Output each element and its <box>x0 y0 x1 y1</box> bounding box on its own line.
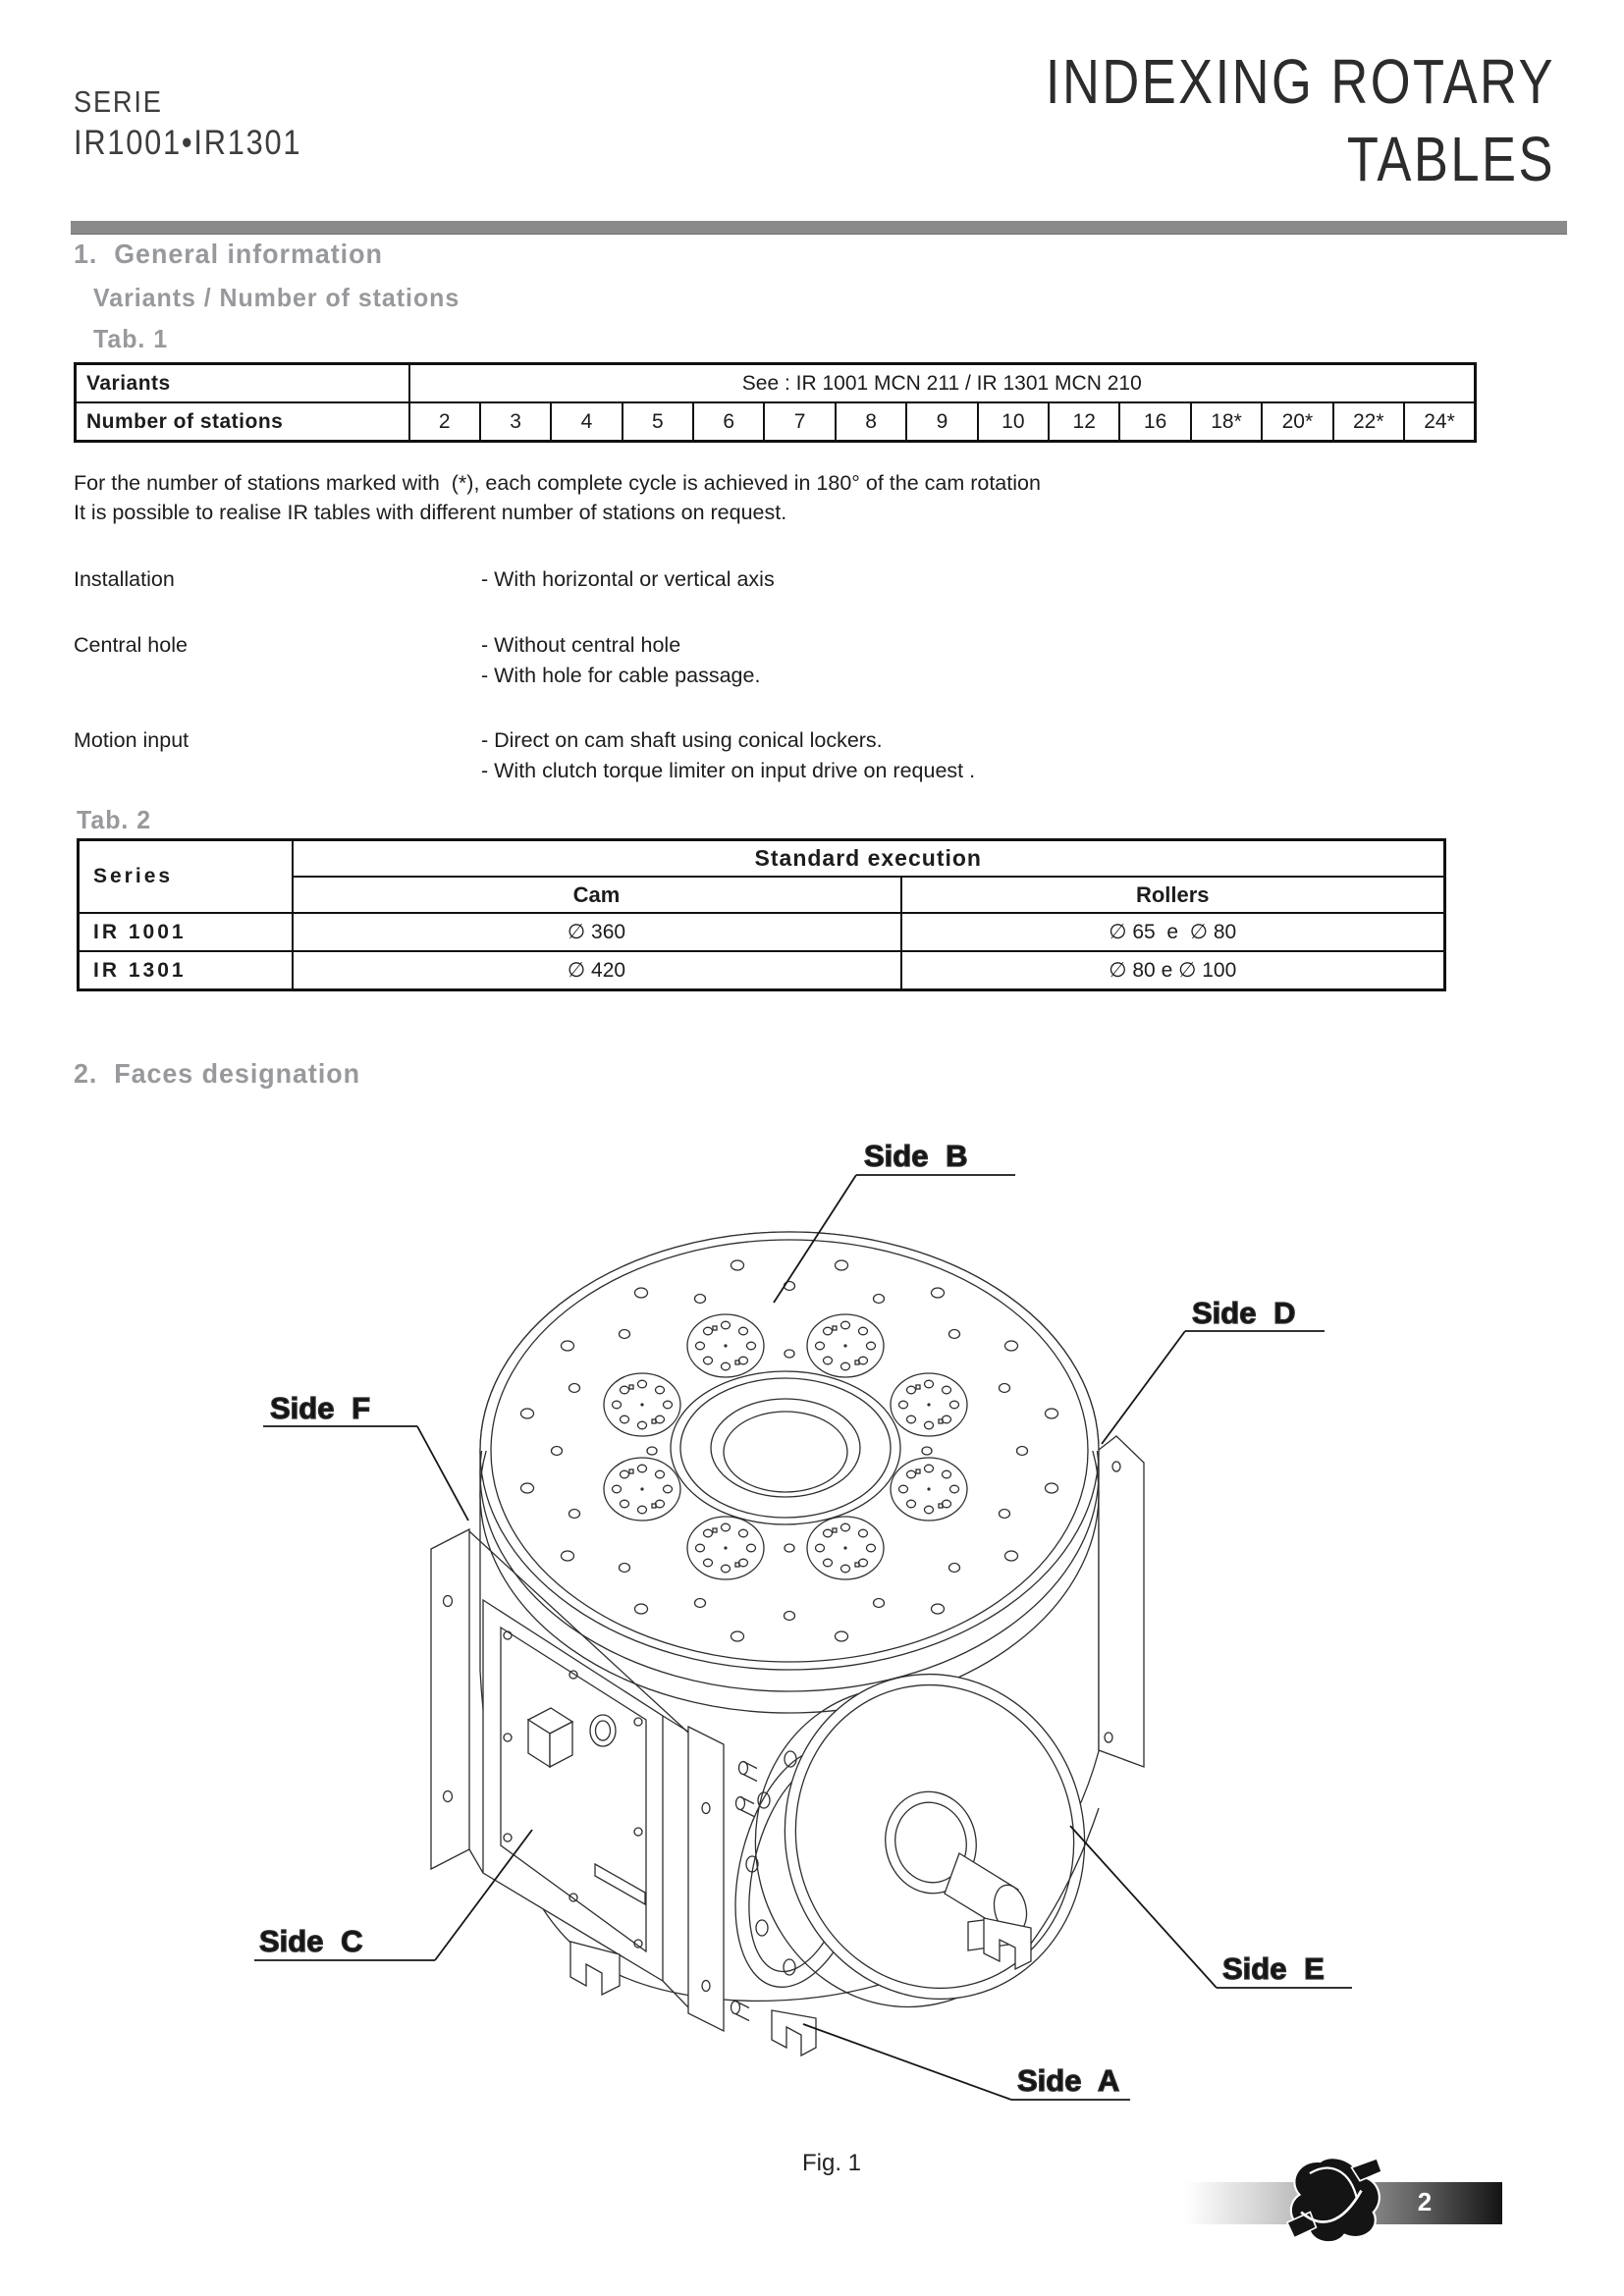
station-cell: 5 <box>623 402 693 442</box>
tab2-cam-value: ∅ 420 <box>293 951 901 990</box>
serie-label: SERIE <box>74 84 163 119</box>
tab1-variants-value: See : IR 1001 MCN 211 / IR 1301 MCN 210 <box>409 364 1476 403</box>
tab2-table <box>77 838 1446 991</box>
figure-caption: Fig. 1 <box>801 2150 862 2176</box>
station-cell: 22* <box>1333 402 1404 442</box>
station-cell: 7 <box>764 402 835 442</box>
tab2-row-ir1001 <box>79 913 1445 951</box>
tab2-header-row1 <box>79 840 1445 878</box>
page-number: 2 <box>1417 2187 1433 2216</box>
spec-value: - With hole for cable passage. <box>481 664 761 687</box>
section1-heading: 1. General information <box>74 239 383 269</box>
figure-label-side-c: Side C <box>259 1924 363 1958</box>
station-cell: 2 <box>409 402 480 442</box>
tab1-table <box>74 362 1477 443</box>
station-cell: 16 <box>1119 402 1190 442</box>
tab1-variants-header: Variants <box>76 364 409 403</box>
spec-value: - With horizontal or vertical axis <box>481 567 775 591</box>
station-cell: 8 <box>836 402 906 442</box>
tab2-series-header: Series <box>79 840 293 914</box>
note-line-2: It is possible to realise IR tables with different number of stations on request. <box>74 501 787 524</box>
tab2-cam-value: ∅ 360 <box>293 913 901 951</box>
station-cell: 3 <box>480 402 551 442</box>
spec-label-central-hole: Central hole <box>74 633 188 657</box>
spec-value: - Without central hole <box>481 633 681 657</box>
figure-label-side-f: Side F <box>270 1391 371 1425</box>
figure-label-side-d: Side D <box>1192 1296 1296 1330</box>
figure-rotary-table <box>216 1121 1365 2147</box>
station-cell: 20* <box>1262 402 1332 442</box>
section1-subheading: Variants / Number of stations <box>93 283 460 312</box>
station-cell: 6 <box>693 402 764 442</box>
station-cell: 4 <box>551 402 622 442</box>
spec-value: - Direct on cam shaft using conical lockers. <box>481 728 883 752</box>
serie-models: IR1001•IR1301 <box>74 124 302 162</box>
tab1-variants-row <box>76 364 1476 403</box>
station-cell: 12 <box>1049 402 1119 442</box>
station-cell: 10 <box>978 402 1049 442</box>
tab2-series-value: IR 1301 <box>79 951 293 990</box>
spec-label-installation: Installation <box>74 567 175 591</box>
figure-label-side-a: Side A <box>1017 2063 1120 2098</box>
section2-heading: 2. Faces designation <box>74 1058 361 1089</box>
figure-label-side-e: Side E <box>1222 1951 1325 1986</box>
tab2-series-value: IR 1001 <box>79 913 293 951</box>
station-cell: 18* <box>1191 402 1262 442</box>
station-cell: 24* <box>1404 402 1476 442</box>
tab2-label: Tab. 2 <box>77 805 152 834</box>
station-cell: 9 <box>906 402 977 442</box>
tab1-stations-header: Number of stations <box>76 402 409 442</box>
tab2-row-ir1301 <box>79 951 1445 990</box>
tab2-rollers-value: ∅ 80 e ∅ 100 <box>901 951 1445 990</box>
note-line-1: For the number of stations marked with (*), each complete cycle is achieved in 180° of the cam rotation <box>74 471 1041 495</box>
page-title <box>1046 47 1555 202</box>
spec-label-motion-input: Motion input <box>74 728 189 752</box>
spec-value: - With clutch torque limiter on input drive on request . <box>481 759 976 782</box>
tab2-standard-exec-header: Standard execution <box>293 840 1445 878</box>
tab2-rollers-header: Rollers <box>901 877 1445 913</box>
knot-logo-icon <box>1279 2150 1387 2252</box>
tab1-label: Tab. 1 <box>93 324 169 353</box>
tab2-rollers-value: ∅ 65 e ∅ 80 <box>901 913 1445 951</box>
tab1-stations-row <box>76 402 1476 442</box>
page-title-line2: TABLES <box>1346 124 1555 194</box>
series-header <box>74 82 301 165</box>
header-divider-bar <box>71 221 1567 235</box>
page-title-line1: INDEXING ROTARY <box>1045 46 1555 117</box>
figure-label-side-b: Side B <box>864 1139 968 1173</box>
tab2-cam-header: Cam <box>293 877 901 913</box>
